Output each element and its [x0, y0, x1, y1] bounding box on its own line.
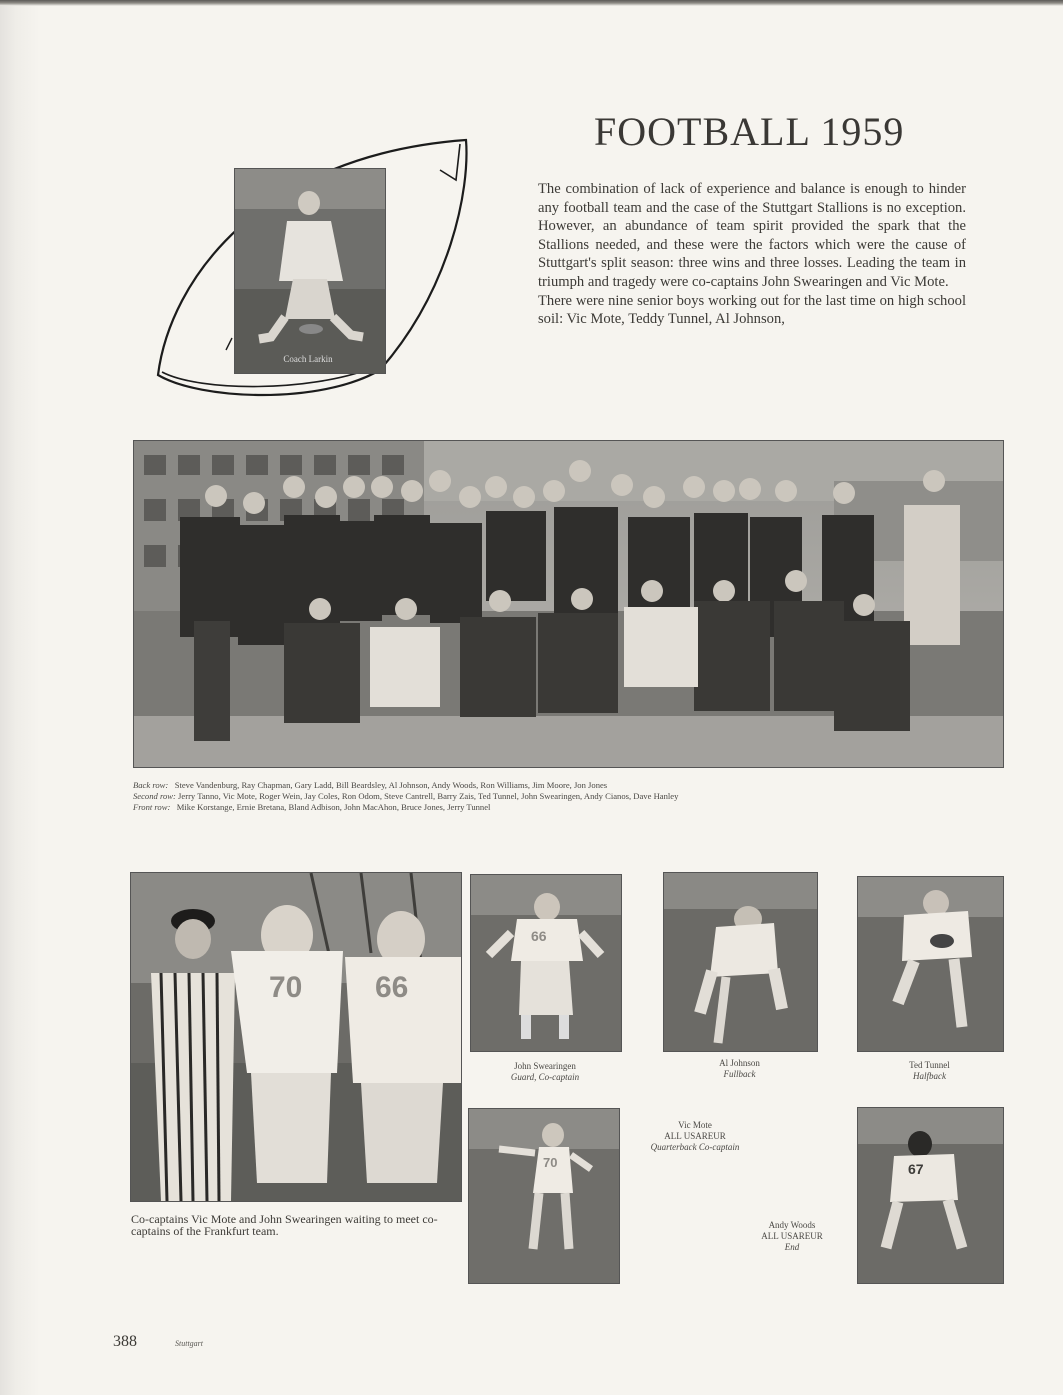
- team-photo: [133, 440, 1004, 768]
- player-photo-woods: [857, 1107, 1004, 1284]
- intro-paragraph-2: There were nine senior boys working out for the last time on high school soil: Vic Mote, Teddy Tunnel, Al Johnson,: [538, 292, 966, 328]
- roster-row-names: Jerry Tanno, Vic Mote, Roger Wein, Jay Coles, Ron Odom, Steve Cantrell, Barry Zais, Ted Tunnel, John Swearingen, Andy Cianos, Dave Hanley: [178, 791, 679, 801]
- player-photo-tunnel: [857, 876, 1004, 1052]
- player-jersey: 66: [531, 928, 547, 944]
- player-role: Guard, Co-captain: [510, 1072, 580, 1082]
- player-name: Andy Woods: [768, 1220, 816, 1230]
- player-jersey: 67: [908, 1161, 924, 1177]
- page-number: 388: [113, 1333, 137, 1350]
- roster-row-names: Steve Vandenburg, Ray Chapman, Gary Ladd, Bill Beardsley, Al Johnson, Andy Woods, Ron Williams, Jim Moore, Jon Jones: [174, 780, 608, 790]
- player-honor: ALL USAREUR: [761, 1231, 823, 1241]
- player-name: Vic Mote: [678, 1120, 712, 1130]
- team-roster: [133, 780, 1003, 813]
- big-photo-jersey-2: 66: [375, 971, 409, 1004]
- player-photo-mote: [468, 1108, 620, 1284]
- roster-row-label: Front row:: [133, 802, 171, 812]
- player-jersey: 70: [543, 1155, 558, 1170]
- big-photo-jersey-1: 70: [269, 971, 303, 1004]
- roster-back-row: [133, 780, 1003, 791]
- player-role: Quarterback Co-captain: [650, 1142, 740, 1152]
- page-binding-shadow: [0, 0, 40, 1395]
- player-name: Al Johnson: [719, 1058, 760, 1068]
- player-caption-johnson: [663, 1058, 816, 1080]
- page-top-edge: [0, 0, 1063, 6]
- player-caption-tunnel: [857, 1060, 1002, 1082]
- coach-caption: Coach Larkin: [283, 354, 333, 364]
- roster-front-row: [133, 802, 1003, 813]
- co-captains-photo: [130, 872, 462, 1202]
- player-caption-woods: [742, 1220, 842, 1253]
- intro-text: [538, 180, 966, 329]
- page-footer: Stuttgart: [175, 1339, 204, 1348]
- page-title: FOOTBALL 1959: [594, 109, 905, 154]
- player-honor: ALL USAREUR: [664, 1131, 726, 1141]
- roster-row-label: Back row:: [133, 780, 169, 790]
- player-photo-johnson: [663, 872, 818, 1052]
- player-caption-swearingen: [470, 1061, 620, 1083]
- roster-row-names: Mike Korstange, Ernie Bretana, Bland Adbison, John MacAhon, Bruce Jones, Jerry Tunnel: [176, 802, 491, 812]
- intro-paragraph-1: The combination of lack of experience and balance is enough to hinder any football team and the case of the Stuttgart Stallions is no exception. However, an abundance of team spirit provided the spark that the Stallions needed, and these were the factors which were the cause of Stuttgart's split season: three wins and three losses. Leading the team in triumph and tragedy were co-captains John Swearingen and Vic Mote.: [538, 181, 966, 290]
- player-role: Fullback: [723, 1069, 756, 1079]
- coach-photo: [234, 168, 386, 374]
- player-role: Halfback: [913, 1071, 946, 1081]
- roster-second-row: [133, 791, 1003, 802]
- player-photo-swearingen: [470, 874, 622, 1052]
- co-captains-caption: Co-captains Vic Mote and John Swearingen waiting to meet co-captains of the Frankfurt team.: [131, 1212, 438, 1238]
- player-name: Ted Tunnel: [909, 1060, 950, 1070]
- roster-row-label: Second row:: [133, 791, 176, 801]
- player-caption-mote: [625, 1120, 765, 1153]
- player-role: End: [784, 1242, 800, 1252]
- player-name: John Swearingen: [514, 1061, 576, 1071]
